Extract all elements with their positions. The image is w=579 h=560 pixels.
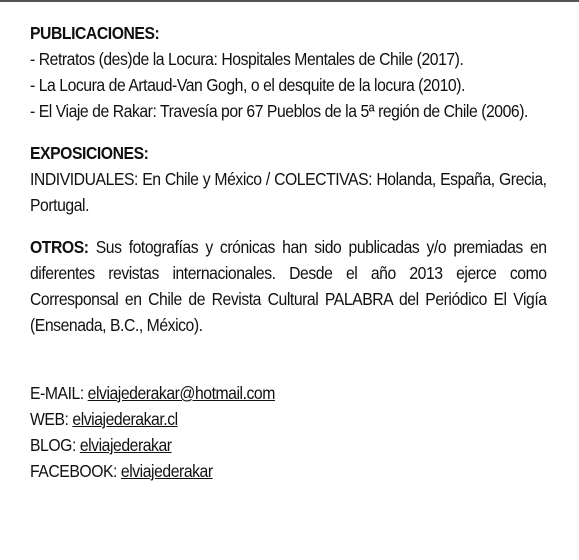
- publication-item: - El Viaje de Rakar: Travesía por 67 Pueblos de la 5ª región de Chile (2006).: [30, 101, 528, 121]
- web-link[interactable]: elviajederakar.cl: [72, 409, 178, 429]
- exhibitions-section: [30, 140, 547, 218]
- contact-facebook: [30, 458, 547, 484]
- contact-web: [30, 406, 547, 432]
- blog-link[interactable]: elviajederakar: [79, 435, 172, 455]
- bio-content: [30, 20, 547, 484]
- publication-item: - La Locura de Artaud-Van Gogh, o el desquite de la locura (2010).: [30, 75, 465, 95]
- publications-heading: PUBLICACIONES:: [30, 23, 160, 43]
- contact-blog: [30, 432, 547, 458]
- contact-label: FACEBOOK:: [30, 461, 121, 481]
- contact-label: E-MAIL:: [30, 383, 88, 403]
- others-heading: OTROS:: [30, 237, 89, 257]
- others-text: Sus fotografías y crónicas han sido publicadas y/o premiadas en diferentes revistas internacionales. Desde el año 2013 ejerce como Corresponsal en Chile de Revista Cultural PALABRA del Periódico El Vigía (Ensenada, B.C., México).: [30, 237, 547, 335]
- exhibitions-heading: EXPOSICIONES:: [30, 143, 149, 163]
- contact-section: [30, 380, 547, 484]
- contact-email: [30, 380, 547, 406]
- email-link[interactable]: elviajederakar@hotmail.com: [87, 383, 275, 403]
- facebook-link[interactable]: elviajederakar: [120, 461, 213, 481]
- publications-section: [30, 20, 547, 124]
- contact-label: WEB:: [30, 409, 73, 429]
- contact-label: BLOG:: [30, 435, 80, 455]
- others-section: [30, 234, 547, 338]
- exhibitions-text: INDIVIDUALES: En Chile y México / COLECTIVAS: Holanda, España, Grecia, Portugal.: [30, 169, 547, 215]
- publication-item: - Retratos (des)de la Locura: Hospitales Mentales de Chile (2017).: [30, 49, 464, 69]
